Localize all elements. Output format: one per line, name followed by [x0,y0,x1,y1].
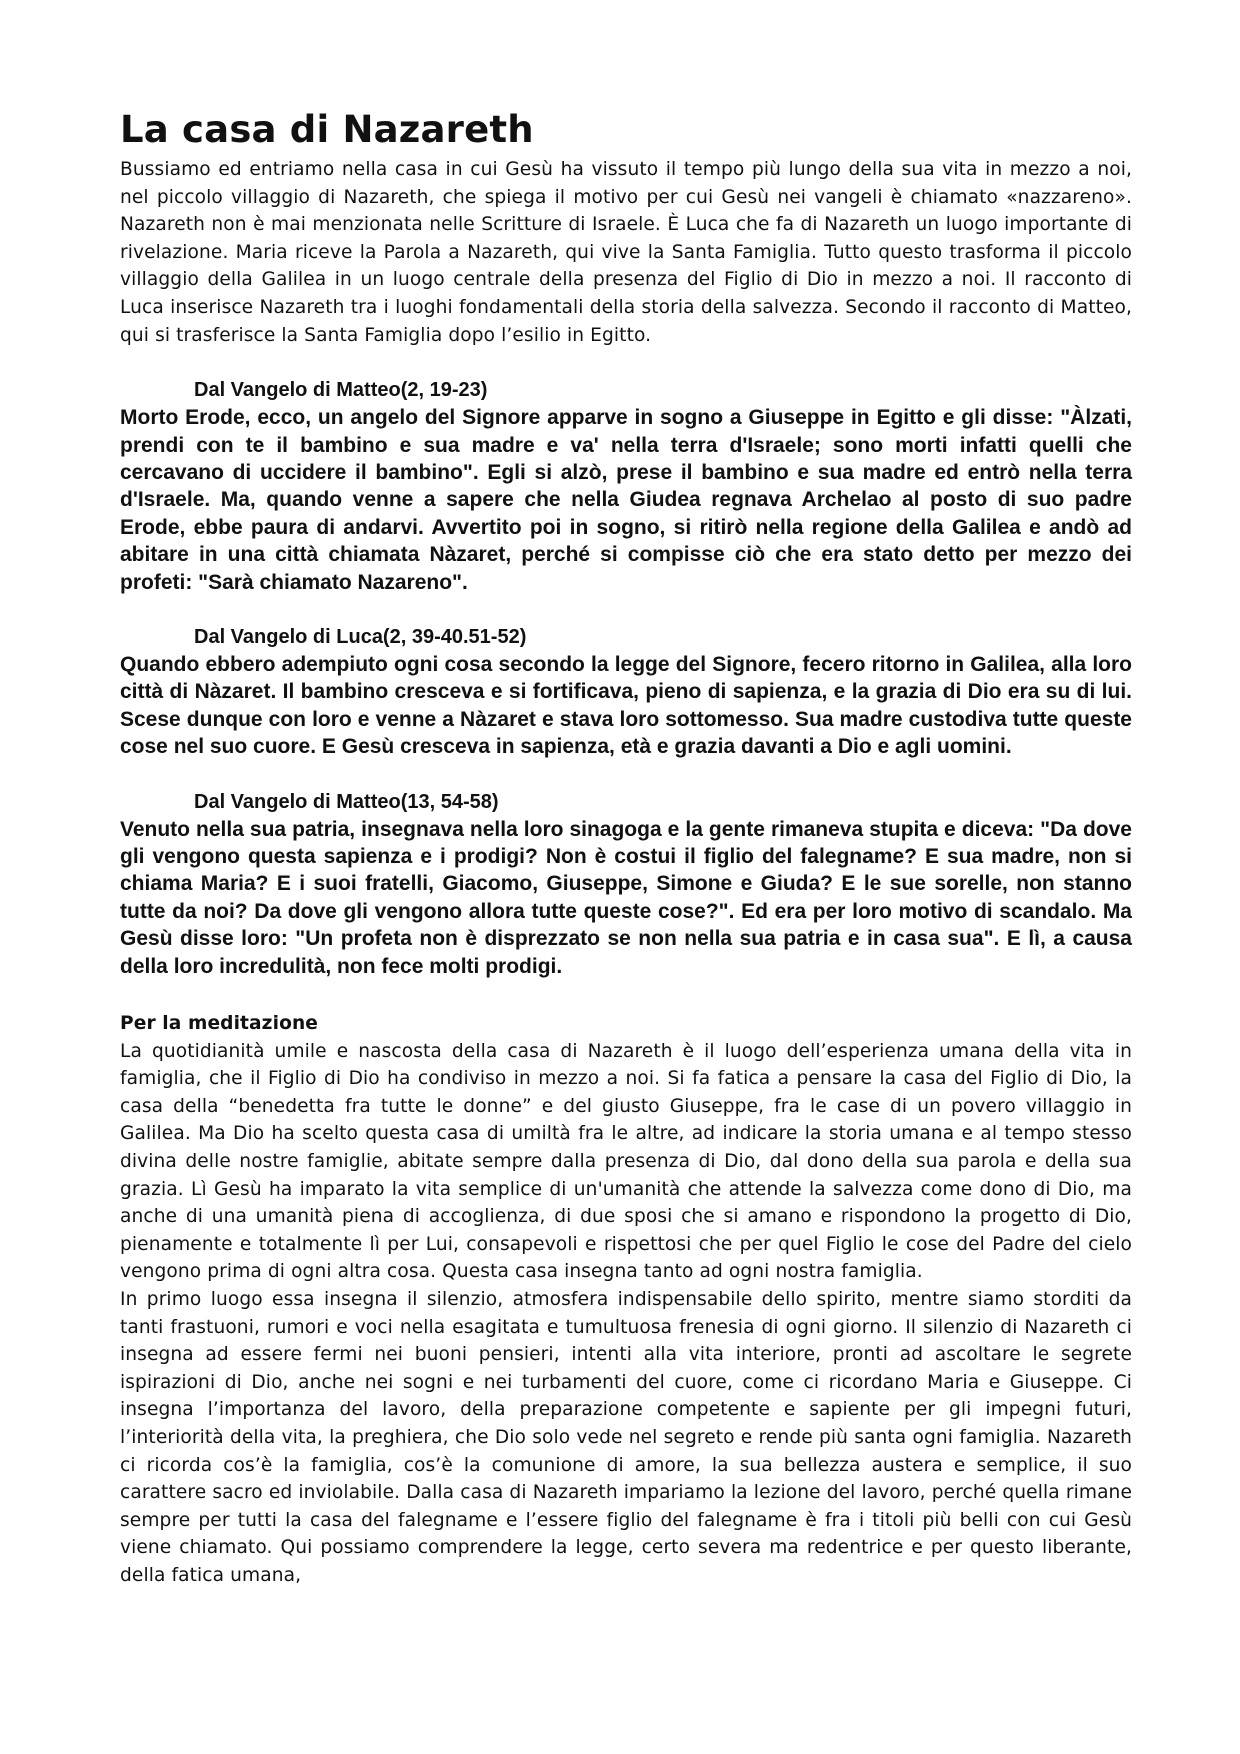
meditation-paragraph-2: In primo luogo essa insegna il silenzio, atmosfera indispensabile dello spirito, mentre siamo storditi da tanti frastuoni, rumori e voci nella esagitata e tumultuosa frenesia di ogni giorno. Il silenzio di Nazareth ci insegna ad essere fermi nei buoni pensieri, intenti alla vita interiore, pronti ad ascoltare le segrete ispirazioni di Dio, anche nei sogni e nei turbamenti del cuore, come ci ricordano Maria e Giuseppe. Ci insegna l’importanza del lavoro, della preparazione competente e sapiente per gli impegni futuri, l’interiorità della vita, la preghiera, che Dio solo vede nel segreto e rende più santa ogni famiglia. Nazareth ci ricorda cos’è la famiglia, cos’è la comunione di amore, la sua bellezza austera e semplice, il suo carattere sacro ed inviolabile. Dalla casa di Nazareth impariamo la lezione del lavoro, perché quella rimane sempre per tutti la casa del falegname e l’essere figlio del falegname è fra i titoli più belli con cui Gesù viene chiamato. Qui possiamo comprendere la legge, certo severa ma redentrice e per questo liberante, della fatica umana, [120,1289,1132,1586]
reading-luca-2 [120,624,1132,761]
meditation-paragraph-1: La quotidianità umile e nascosta della casa di Nazareth è il luogo dell’esperienza umana della vita in famiglia, che il Figlio di Dio ha condiviso in mezzo a noi. Si fa fatica a pensare la casa del Figlio di Dio, la casa della “benedetta fra tutte le donne” e del giusto Giuseppe, fra le case di un povero villaggio in Galilea. Ma Dio ha scelto questa casa di umiltà fra le altre, ad indicare la storia umana e al tempo stesso divina delle nostre famiglie, abitate sempre dalla presenza di Dio, dal dono della sua parola e della sua grazia. Lì Gesù ha imparato la vita semplice di un'umanità che attende la salvezza come dono di Dio, ma anche di una umanità piena di accoglienza, di due sposi che si amano e rispondono la progetto di Dio, pienamente e totalmente lì per Lui, consapevoli e rispettosi che per quel Figlio le cose del Padre del cielo vengono prima di ogni altra cosa. Questa casa insegna tanto ad ogni nostra famiglia. [120,1040,1132,1283]
meditation-heading: Per la meditazione [120,1013,318,1035]
reading-text: Venuto nella sua patria, insegnava nella loro sinagoga e la gente rimaneva stupita e diceva: "Da dove gli vengono questa sapienza e i prodigi? Non è costui il figlio del falegname? E sua madre, non si chiama Maria? E i suoi fratelli, Giacomo, Giuseppe, Simone e Giuda? E le sue sorelle, non stanno tutte da noi? Da dove gli vengono allora tutte queste cose?". Ed era per loro motivo di scandalo. Ma Gesù disse loro: "Un profeta non è disprezzato se non nella sua patria e in casa sua". E lì, a causa della loro incredulità, non fece molti prodigi. [120,817,1132,978]
reading-text: Morto Erode, ecco, un angelo del Signore apparve in sogno a Giuseppe in Egitto e gli disse: "Àlzati, prendi con te il bambino e sua madre e va' nella terra d'Israele; sono morti infatti quelli che cercavano di uccidere il bambino". Egli si alzò, prese il bambino e sua madre ed entrò nella terra d'Israele. Ma, quando venne a sapere che nella Giudea regnava Archelao al posto di suo padre Erode, ebbe paura di andarvi. Avvertito poi in sogno, si ritirò nella regione della Galilea e andò ad abitare in una città chiamata Nàzaret, perché si compisse ciò che era stato detto per mezzo dei profeti: "Sarà chiamato Nazareno". [120,406,1132,594]
reading-heading: Dal Vangelo di Luca(2, 39-40.51-52) [194,626,527,648]
page-title: La casa di Nazareth [120,108,534,151]
reading-heading: Dal Vangelo di Matteo(13, 54-58) [194,790,499,813]
reading-matteo-13 [120,789,1132,980]
meditation-section [120,1010,1132,1589]
reading-text: Quando ebbero adempiuto ogni cosa secondo la legge del Signore, fecero ritorno in Galilea, alla loro città di Nàzaret. Il bambino cresceva e si fortificava, pieno di sapienza, e la grazia di Dio era su di lui. Scese dunque con loro e venne a Nàzaret e stava loro sottomesso. Sua madre custodiva tutte queste cose nel suo cuore. E Gesù cresceva in sapienza, età e grazia davanti a Dio e agli uomini. [120,653,1132,759]
reading-heading: Dal Vangelo di Matteo(2, 19-23) [194,379,488,402]
document-page [120,108,1132,1590]
reading-matteo-2 [120,377,1132,596]
intro-paragraph: Bussiamo ed entriamo nella casa in cui Gesù ha vissuto il tempo più lungo della sua vita in mezzo a noi, nel piccolo villaggio di Nazareth, che spiega il motivo per cui Gesù nei vangeli è chiamato «nazzareno». Nazareth non è mai menzionata nelle Scritture di Israele. È Luca che fa di Nazareth un luogo importante di rivelazione. Maria riceve la Parola a Nazareth, qui vive la Santa Famiglia. Tutto questo trasforma il piccolo villaggio della Galilea in un luogo centrale della presenza del Figlio di Dio in mezzo a noi. Il racconto di Luca inserisce Nazareth tra i luoghi fondamentali della storia della salvezza. Secondo il racconto di Matteo, qui si trasferisce la Santa Famiglia dopo l’esilio in Egitto. [120,159,1132,346]
